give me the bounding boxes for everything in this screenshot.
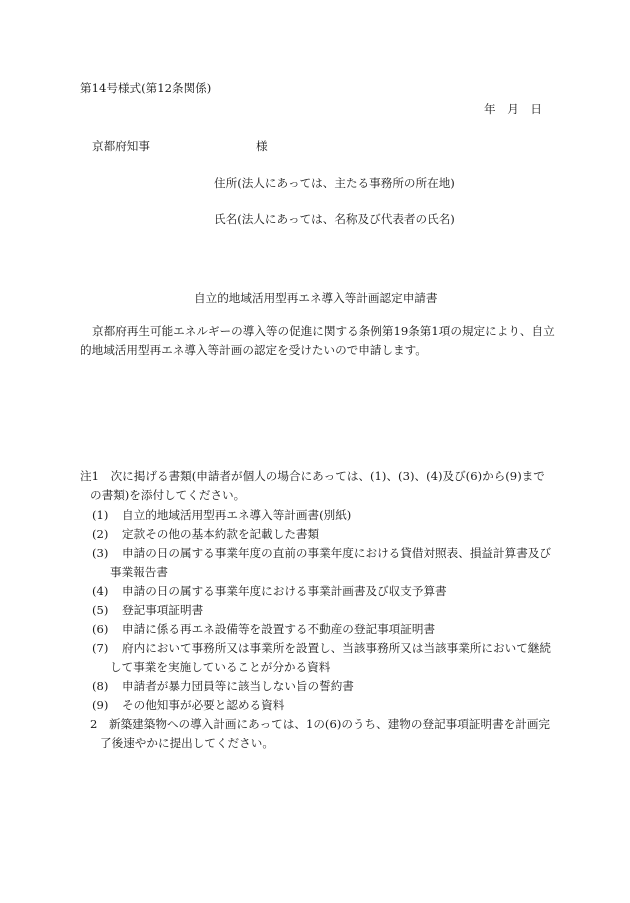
item-text: その他知事が必要と認める資料 bbox=[122, 698, 285, 712]
item-text: 府内において事務所又は事業所を設置し、当該事務所又は当該事業所において継続 bbox=[122, 641, 551, 655]
item-num: (4) bbox=[92, 584, 109, 598]
honorific: 様 bbox=[256, 139, 268, 153]
item-num: (5) bbox=[92, 603, 109, 617]
item-text: 自立的地域活用型再エネ導入等計画書(別紙) bbox=[122, 508, 352, 522]
note-2-line-2: 了後速やかに提出してください。 bbox=[100, 736, 274, 750]
item-num: (6) bbox=[92, 622, 109, 636]
item-num: (2) bbox=[92, 527, 109, 541]
item-num: (8) bbox=[92, 679, 109, 693]
body-line-2: 的地域活用型再エネ導入等計画の認定を受けたいので申請します。 bbox=[80, 343, 427, 357]
item-text-continued: 事業報告書 bbox=[110, 565, 168, 579]
applicant-address-label: 住所(法人にあっては、主たる事務所の所在地) bbox=[214, 176, 455, 190]
form-number: 第14号様式(第12条関係) bbox=[80, 81, 212, 95]
item-text: 申請に係る再エネ設備等を設置する不動産の登記事項証明書 bbox=[122, 622, 436, 636]
date-field: 年 月 日 bbox=[484, 102, 542, 116]
note-1-line-1: 注1 次に掲げる書類(申請者が個人の場合にあっては、(1)、(3)、(4)及び(6)から(9)まで bbox=[80, 469, 545, 483]
item-num: (7) bbox=[92, 641, 109, 655]
item-text: 登記事項証明書 bbox=[122, 603, 204, 617]
item-text: 申請の日の属する事業年度における事業計画書及び収支予算書 bbox=[122, 584, 447, 598]
item-text: 申請の日の属する事業年度の直前の事業年度における貸借対照表、損益計算書及び bbox=[122, 546, 551, 560]
note-2-line-1: 2 新築建築物への導入計画にあっては、1の(6)のうち、建物の登記事項証明書を計画完 bbox=[90, 717, 551, 731]
item-text-continued: して事業を実施していることが分かる資料 bbox=[110, 660, 331, 674]
applicant-name-label: 氏名(法人にあっては、名称及び代表者の氏名) bbox=[214, 212, 455, 226]
addressee: 京都府知事 bbox=[92, 139, 150, 153]
item-num: (9) bbox=[92, 698, 109, 712]
item-num: (1) bbox=[92, 508, 109, 522]
document-title: 自立的地域活用型再エネ導入等計画認定申請書 bbox=[194, 291, 438, 305]
body-line-1: 京都府再生可能エネルギーの導入等の促進に関する条例第19条第1項の規定により、自立 bbox=[92, 324, 555, 338]
item-text: 定款その他の基本約款を記載した書類 bbox=[122, 527, 320, 541]
item-text: 申請者が暴力団員等に該当しない旨の誓約書 bbox=[122, 679, 354, 693]
item-num: (3) bbox=[92, 546, 109, 560]
note-1-line-2: の書類)を添付してください。 bbox=[90, 488, 246, 502]
